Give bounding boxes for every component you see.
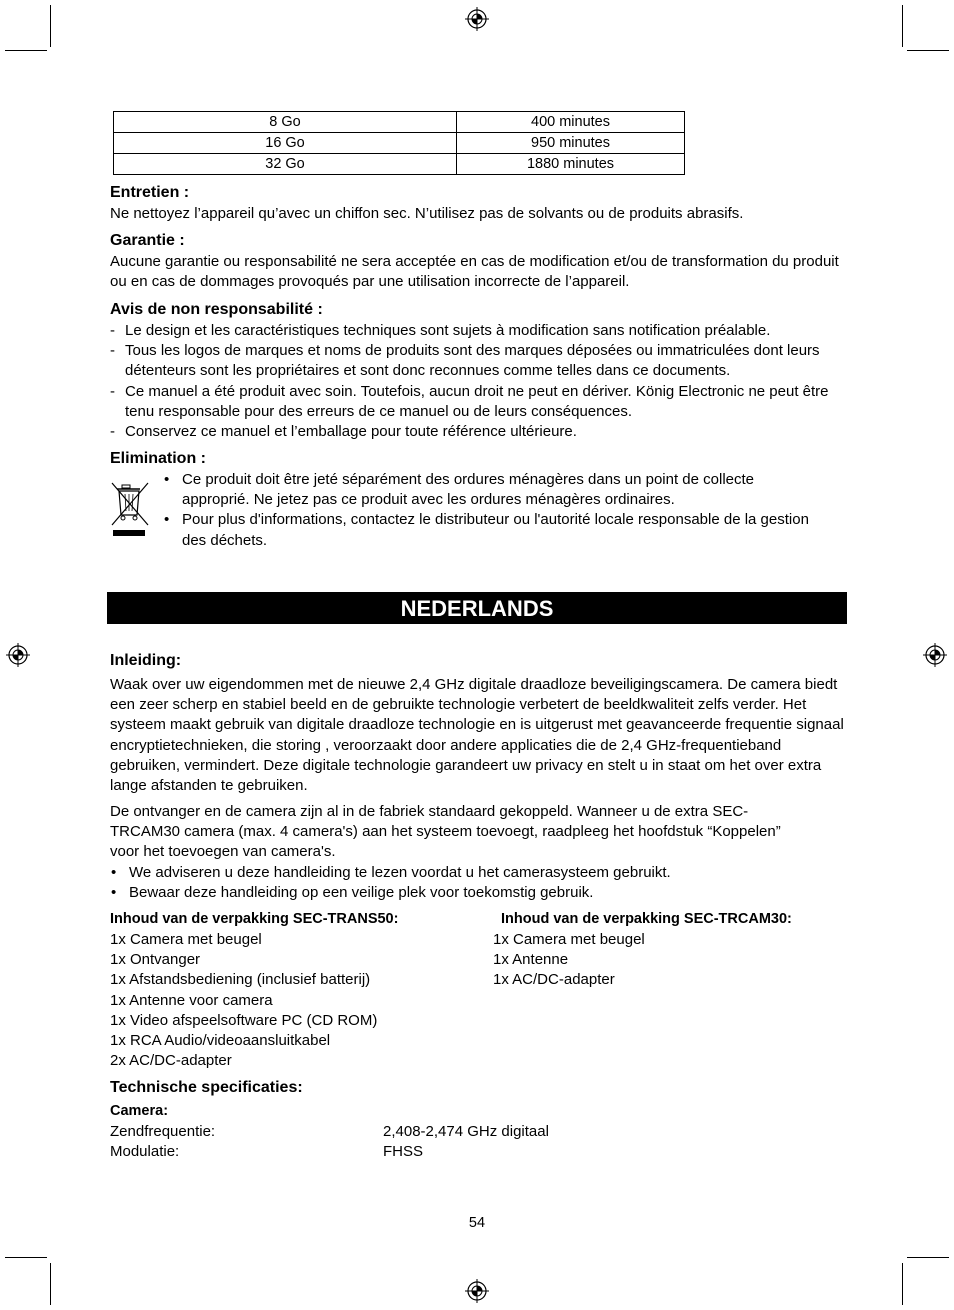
registration-mark-icon [923,643,947,667]
list-item: - Conservez ce manuel et l’emballage pour toute référence ultérieure. [110,422,850,442]
garantie-text: Aucune garantie ou responsabilité ne sera acceptée en cas de modification et/ou de transformation du produit ou en cas de dommages provoqués par une utilisation incorrecte de l’appareil. [110,253,839,291]
storage-size-cell: 8 Go [114,112,457,133]
spec-label: Modulatie: [110,1143,180,1160]
list-item: 1x Antenne voor camera [110,991,273,1009]
recording-duration-cell: 1880 minutes [457,154,685,175]
section-heading-entretien: Entretien : [110,184,190,201]
crop-mark [907,1257,949,1258]
spec-value: 2,408-2,474 GHz digitaal [383,1123,549,1140]
storage-size-cell: 16 Go [114,133,457,154]
crop-mark [50,1263,51,1305]
table-row [114,154,685,175]
list-item: 1x Antenne [493,951,569,969]
elimination-list [163,470,823,551]
inleiding-paragraph-2: De ontvanger en de camera zijn al in de fabriek standaard gekoppeld. Wanneer u de extra SEC-TRCAM30 camera (max. 4 camera's) aan het systeem toevoegt, raadpleeg het hoofdstuk “Koppelen” voor het toevoegen van camera's. [110,803,781,861]
entretien-text: Ne nettoyez l’appareil qu’avec un chiffon sec. N’utilisez pas de solvants ou de produits abrasifs. [110,205,744,222]
language-banner: NEDERLANDS [107,592,847,624]
storage-size-cell: 32 Go [114,154,457,175]
section-heading-avis: Avis de non responsabilité : [110,301,323,318]
inleiding-paragraph-1: Waak over uw eigendommen met de nieuwe 2,4 GHz digitale draadloze beveiligingscamera. De camera biedt een zeer scherp en stabiel beeld en de gebruikte technologie verbetert de beeldkwaliteit zelfs verder. Het systeem maakt gebruik van digitale draadloze technologie en is uitgerust met geavanceerde frequentie signaal encryptietechnieken, die storing , veroorzaakt door andere applicaties die de 2,4 GHz-frequentieband gebruiken, vermindert. Deze digitale technologie garandeert uw privacy en stelt u in staat om het over extra lange afstanden te gebruiken. [110,676,844,795]
package-right-heading: Inhoud van de verpakking SEC-TRCAM30: [501,911,792,927]
specs-subheading-camera: Camera: [110,1103,169,1119]
list-item: 1x RCA Audio/videoaansluitkabel [110,1032,331,1050]
crop-mark [902,1263,903,1305]
crop-mark [5,50,47,51]
registration-mark-icon [465,1279,489,1303]
registration-mark-icon [6,643,30,667]
table-row [114,112,685,133]
package-left-list [110,930,490,1071]
list-item: - Le design et les caractéristiques techniques sont sujets à modification sans notification préalable. [110,321,850,341]
crop-mark [50,5,51,47]
registration-mark-icon [465,7,489,31]
list-item: • Bewaar deze handleiding op een veilige plek voor toekomstig gebruik. [110,883,850,903]
list-item: • We adviseren u deze handleiding te lezen voordat u het camerasysteem gebruikt. [110,863,850,883]
list-item: 1x Afstandsbediening (inclusief batterij) [110,971,371,989]
list-item: • Pour plus d'informations, contactez le distributeur ou l'autorité locale responsable de la gestion des déchets. [163,510,823,550]
recording-duration-cell: 950 minutes [457,133,685,154]
list-item: 1x Ontvanger [110,951,201,969]
table-row [114,133,685,154]
inleiding-bullets [110,863,850,903]
avis-list [110,321,850,442]
spec-value: FHSS [383,1143,424,1160]
page-number: 54 [468,1215,486,1231]
section-heading-specs: Technische specificaties: [110,1079,303,1096]
list-item: 2x AC/DC-adapter [110,1052,232,1070]
weee-crossed-bin-icon [110,481,150,539]
recording-duration-cell: 400 minutes [457,112,685,133]
package-right-list [493,930,843,991]
section-heading-garantie: Garantie : [110,232,185,249]
spec-label: Zendfrequentie: [110,1123,216,1140]
crop-mark [907,50,949,51]
list-item: • Ce produit doit être jeté séparément des ordures ménagères dans un point de collecte approprié. Ne jetez pas ce produit avec les ordures ménagères ordinaires. [163,470,823,510]
package-left-heading: Inhoud van de verpakking SEC-TRANS50: [110,911,399,927]
list-item: 1x Video afspeelsoftware PC (CD ROM) [110,1011,378,1029]
section-heading-elimination: Elimination : [110,450,206,467]
list-item: - Tous les logos de marques et noms de produits sont des marques déposées ou immatriculées dont leurs détenteurs sont les propriétaires et sont donc reconnues comme telles dans ce documents. [110,341,850,381]
storage-table [113,111,685,175]
section-heading-inleiding: Inleiding: [110,652,182,669]
crop-mark [902,5,903,47]
list-item: 1x Camera met beugel [493,931,645,948]
list-item: 1x Camera met beugel [110,931,262,948]
crop-mark [5,1257,47,1258]
list-item: 1x AC/DC-adapter [493,971,615,989]
list-item: - Ce manuel a été produit avec soin. Toutefois, aucun droit ne peut en dériver. König Electronic ne peut être tenu responsable pour des erreurs de ce manuel ou de leurs conséquences. [110,382,850,422]
